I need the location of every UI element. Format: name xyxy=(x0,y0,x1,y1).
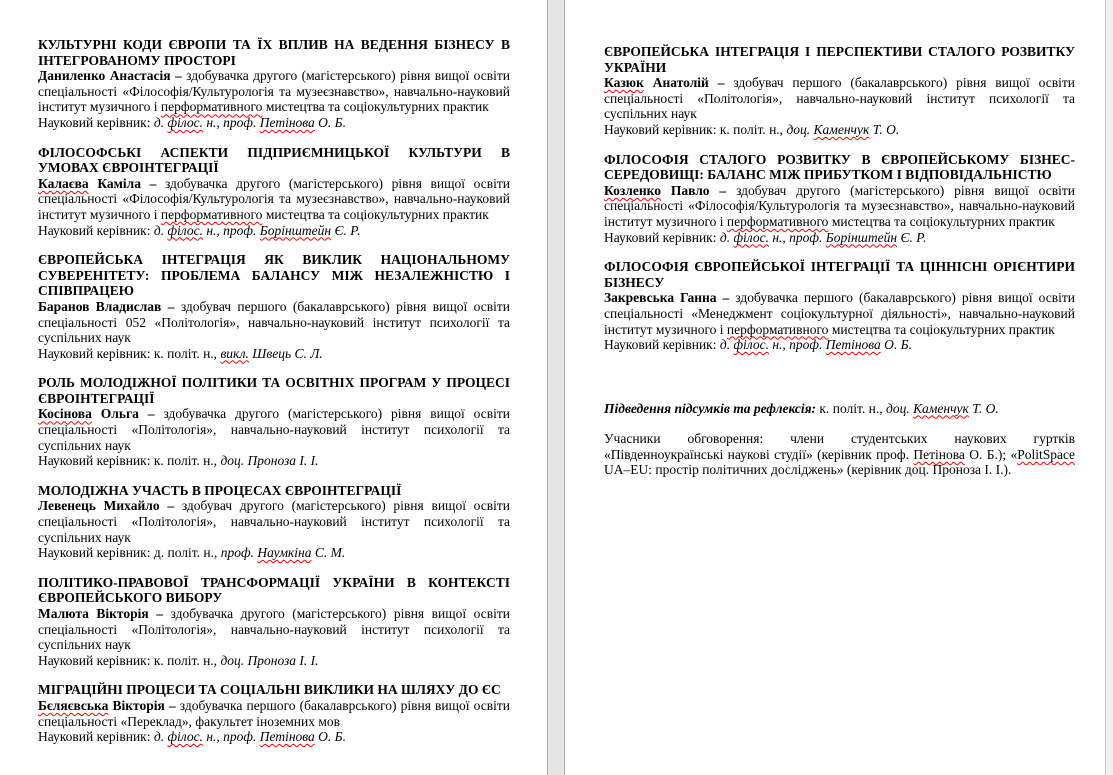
text-run: Ольга – xyxy=(91,406,164,422)
text-run: мистецтва та соціокультурних практик xyxy=(828,213,1055,229)
misspelled-word: PolitSpace xyxy=(1017,446,1075,462)
page-left-content xyxy=(0,0,547,745)
text-run: Науковий керівник: xyxy=(38,222,154,238)
misspelled-word: філос. xyxy=(167,114,203,130)
page-gutter xyxy=(547,0,565,775)
misspelled-word: Петінова xyxy=(825,337,881,353)
page-right xyxy=(565,0,1105,775)
text-run: здобувачка другого (магістерського) рівня вищої освіти спеціальності «Філософія/Культурологія та музеєзнавство», навчально-науковий інститут музичного і xyxy=(38,175,510,222)
text-run: О. Б. xyxy=(880,337,913,353)
entry-title: ПОЛІТИКО-ПРАВОВОЇ ТРАНСФОРМАЦІЇ УКРАЇНИ В КОНТЕКСТІ ЄВРОПЕЙСЬКОГО ВИБОРУ xyxy=(38,574,510,606)
text-run: н., проф. xyxy=(768,337,826,353)
program-entry xyxy=(38,682,510,744)
misspelled-word: Козленко xyxy=(604,182,661,198)
misspelled-word: перформативного xyxy=(160,99,263,115)
entry-supervisor-line xyxy=(38,346,510,362)
text-run: Науковий керівник: к. політ. н., xyxy=(604,121,787,137)
page-left xyxy=(0,0,547,775)
program-entry xyxy=(38,375,510,469)
entry-author-line xyxy=(38,299,510,346)
misspelled-word: Косінова xyxy=(38,406,92,422)
text-run: здобувачка першого (бакалаврського) рівня вищої освіти спеціальності «Переклад», факультет іноземних мов xyxy=(38,697,510,729)
text-run: здобувач другого (магістерського) рівня вищої освіти спеціальності «Філософія/Культурологія та музеєзнавство», навчально-науковий інститут музичного і xyxy=(604,182,1075,229)
closing-summary-line xyxy=(604,401,1075,417)
text-run: С. М. xyxy=(311,545,346,561)
program-entry xyxy=(38,252,510,361)
text-run: доц. Проноза І. І. xyxy=(220,453,319,469)
entry-title: ЄВРОПЕЙСЬКА ІНТЕГРАЦІЯ ЯК ВИКЛИК НАЦІОНАЛЬНОМУ СУВЕРЕНІТЕТУ: ПРОБЛЕМА БАЛАНСУ МІЖ НЕЗАЛЕЖНІСТЮ І СПІВПРАЦЕЮ xyxy=(38,252,510,299)
entry-author-line xyxy=(38,176,510,223)
entry-supervisor-line xyxy=(38,223,510,239)
text-run: Науковий керівник: к. політ. н., xyxy=(38,345,221,361)
text-run: д. xyxy=(153,222,168,238)
program-entry xyxy=(604,44,1075,138)
text-run: к. політ. н., xyxy=(819,400,886,416)
entry-author-line xyxy=(604,75,1075,122)
entry-title: ФІЛОСОФІЯ СТАЛОГО РОЗВИТКУ В ЄВРОПЕЙСЬКОМУ БІЗНЕС-СЕРЕДОВИЩІ: БАЛАНС МІЖ ПРИБУТКОМ І ВІДПОВІДАЛЬНІСТЮ xyxy=(604,151,1075,183)
text-run: доц. Проноза І. І. xyxy=(220,652,319,668)
text-run: здобувачка другого (магістерського) рівня вищої освіти спеціальності «Політологія», навчально-науковий інститут психології та суспільних наук xyxy=(38,606,510,653)
text-run: доц. xyxy=(786,121,814,137)
text-run: Швець С. Л. xyxy=(248,345,323,361)
misspelled-word: філос. xyxy=(167,222,203,238)
program-entry xyxy=(38,145,510,239)
text-run: Каміла – xyxy=(88,175,165,191)
text-run: Даниленко Анастасія – xyxy=(38,68,187,84)
text-run: д. xyxy=(719,337,734,353)
program-entry xyxy=(604,259,1075,353)
text-run: Науковий керівник: xyxy=(604,337,720,353)
text-run: Малюта Вікторія – xyxy=(38,606,171,621)
entry-supervisor-line xyxy=(604,122,1075,138)
misspelled-word: Калаєва xyxy=(38,175,89,191)
program-entry xyxy=(604,152,1075,246)
entry-title: КУЛЬТУРНІ КОДИ ЄВРОПИ ТА ЇХ ВПЛИВ НА ВЕДЕННЯ БІЗНЕСУ В ІНТЕГРОВАНОМУ ПРОСТОРІ xyxy=(38,37,510,68)
misspelled-word: перформативного xyxy=(726,321,829,337)
misspelled-word: Борінштейн xyxy=(259,222,332,238)
text-run: н., проф. xyxy=(202,114,260,130)
text-run: Т. О. xyxy=(968,400,999,416)
entry-title: ФІЛОСОФІЯ ЄВРОПЕЙСЬКОЇ ІНТЕГРАЦІЇ ТА ЦІННІСНІ ОРІЄНТИРИ БІЗНЕСУ xyxy=(604,259,1075,290)
text-run: здобувач другого (магістерського) рівня вищої освіти спеціальності «Політологія», навчально-науковий інститут психології та суспільних наук xyxy=(38,498,510,545)
text-run: н., проф. xyxy=(202,729,260,745)
misspelled-word: філос. xyxy=(733,229,769,245)
text-run: Науковий керівник: к. політ. н., xyxy=(38,652,221,668)
misspelled-word: Каменчук xyxy=(813,121,870,137)
text-run: Науковий керівник: xyxy=(38,114,154,130)
text-run: О. Б.); « xyxy=(964,446,1018,462)
entry-title: ЄВРОПЕЙСЬКА ІНТЕГРАЦІЯ І ПЕРСПЕКТИВИ СТАЛОГО РОЗВИТКУ УКРАЇНИ xyxy=(604,44,1075,75)
entry-author-line xyxy=(604,290,1075,337)
text-run: доц. xyxy=(886,400,914,416)
text-run: Науковий керівник: к. політ. н., xyxy=(38,453,221,469)
misspelled-word: Петінова xyxy=(913,446,965,462)
entry-title: ФІЛОСОФСЬКІ АСПЕКТИ ПІДПРИЄМНИЦЬКОЇ КУЛЬТУРИ В УМОВАХ ЄВРОІНТЕГРАЦІЇ xyxy=(38,144,510,176)
text-run: д. xyxy=(153,729,168,745)
entry-author-line xyxy=(38,68,510,115)
entry-author-line xyxy=(38,698,510,729)
misspelled-word: Каменчук xyxy=(913,400,969,416)
text-run: Є. Р. xyxy=(897,229,927,245)
text-run: Баранов Владислав – xyxy=(38,298,181,314)
entry-author-line xyxy=(38,406,510,453)
text-run: мистецтва та соціокультурних практик xyxy=(262,99,489,115)
text-run: UA–EU: простір політичних досліджень» (керівник доц. Проноза І. І.). xyxy=(604,462,1012,478)
text-run: здобувач першого (бакалаврського) рівня вищої освіти спеціальності 052 «Політологія», навчально-науковий інститут психології та суспільних наук xyxy=(38,298,510,346)
text-run: Науковий керівник: д. політ. н., xyxy=(38,545,221,561)
misspelled-word: викл. xyxy=(220,345,249,361)
entry-title: МОЛОДІЖНА УЧАСТЬ В ПРОЦЕСАХ ЄВРОІНТЕГРАЦІЇ xyxy=(38,482,402,498)
misspelled-word: Петінова xyxy=(259,114,315,130)
page-right-edge xyxy=(1105,0,1113,775)
text-run: О. Б. xyxy=(314,729,347,745)
misspelled-word: перформативного xyxy=(160,206,263,222)
text-run: Науковий керівник: xyxy=(604,229,720,245)
entry-supervisor-line xyxy=(38,545,510,561)
text-run: здобувачка другого (магістерського) рівня вищої освіти спеціальності «Філософія/Культурологія та музеєзнавство», навчально-науковий інститут музичного і xyxy=(38,68,510,115)
entry-title: РОЛЬ МОЛОДІЖНОЇ ПОЛІТИКИ ТА ОСВІТНІХ ПРОГРАМ У ПРОЦЕСІ ЄВРОІНТЕГРАЦІЇ xyxy=(38,375,510,406)
entry-supervisor-line xyxy=(604,230,1075,246)
text-run: д. xyxy=(719,229,734,245)
page-right-content xyxy=(565,0,1105,478)
entry-author-line xyxy=(38,606,510,653)
program-entry xyxy=(38,37,510,131)
misspelled-word: філос. xyxy=(167,729,203,745)
entry-supervisor-line xyxy=(38,653,510,669)
text-run: здобувач першого (бакалаврського) рівня вищої освіти спеціальності «Політологія», навчально-науковий інститут психології та суспільних наук xyxy=(604,75,1075,122)
text-run: мистецтва та соціокультурних практик xyxy=(828,321,1055,337)
misspelled-word: Казюк xyxy=(604,75,644,91)
text-run: Науковий керівник: xyxy=(38,729,154,745)
text-run: здобувачка першого (бакалаврського) рівня вищої освіти спеціальності «Менеджмент соціокультурної діяльності», навчально-науковий інститут музичного і xyxy=(604,290,1075,337)
misspelled-word: Борінштейн xyxy=(825,229,898,245)
text-run: мистецтва та соціокультурних практик xyxy=(262,206,489,222)
text-run: д. xyxy=(153,114,168,130)
text-run: О. Б. xyxy=(314,114,347,130)
misspelled-word: Бєляєвська xyxy=(38,697,109,713)
text-run: н., проф. xyxy=(202,222,260,238)
misspelled-word: філос. xyxy=(733,337,769,353)
text-run: здобувачка другого (магістерського) рівня вищої освіти спеціальності «Політологія», навчально-науковий інститут психології та суспільних наук xyxy=(38,406,510,453)
entry-supervisor-line xyxy=(38,115,510,131)
text-run: Вікторія – xyxy=(108,697,180,713)
misspelled-word: Наумкіна xyxy=(257,545,312,561)
text-run: Анатолій – xyxy=(643,75,734,91)
program-entry xyxy=(38,575,510,669)
text-run: Павло – xyxy=(661,182,737,198)
text-run: проф. xyxy=(220,545,258,561)
entry-supervisor-line xyxy=(604,337,1075,353)
text-run: Є. Р. xyxy=(331,222,361,238)
entry-supervisor-line xyxy=(38,729,510,745)
misspelled-word: перформативного xyxy=(726,213,829,229)
text-run: Учасники обговорення: члени студентських наукових гуртків «Південноукраїнські наукові студії» (керівник проф. xyxy=(604,431,1075,462)
entry-supervisor-line xyxy=(38,453,510,469)
misspelled-word: Петінова xyxy=(259,729,315,745)
text-run: Підведення підсумків та рефлексія: xyxy=(604,400,820,416)
text-run: Закревська Ганна – xyxy=(604,290,736,306)
text-run: Т. О. xyxy=(869,121,900,137)
program-entry xyxy=(38,483,510,561)
participants-paragraph xyxy=(604,431,1075,478)
text-run: Левенець Михайло – xyxy=(38,498,182,514)
entry-author-line xyxy=(604,183,1075,230)
entry-author-line xyxy=(38,498,510,545)
text-run: н., проф. xyxy=(768,229,826,245)
entry-title: МІГРАЦІЙНІ ПРОЦЕСИ ТА СОЦІАЛЬНІ ВИКЛИКИ НА ШЛЯХУ ДО ЄС xyxy=(38,682,501,698)
